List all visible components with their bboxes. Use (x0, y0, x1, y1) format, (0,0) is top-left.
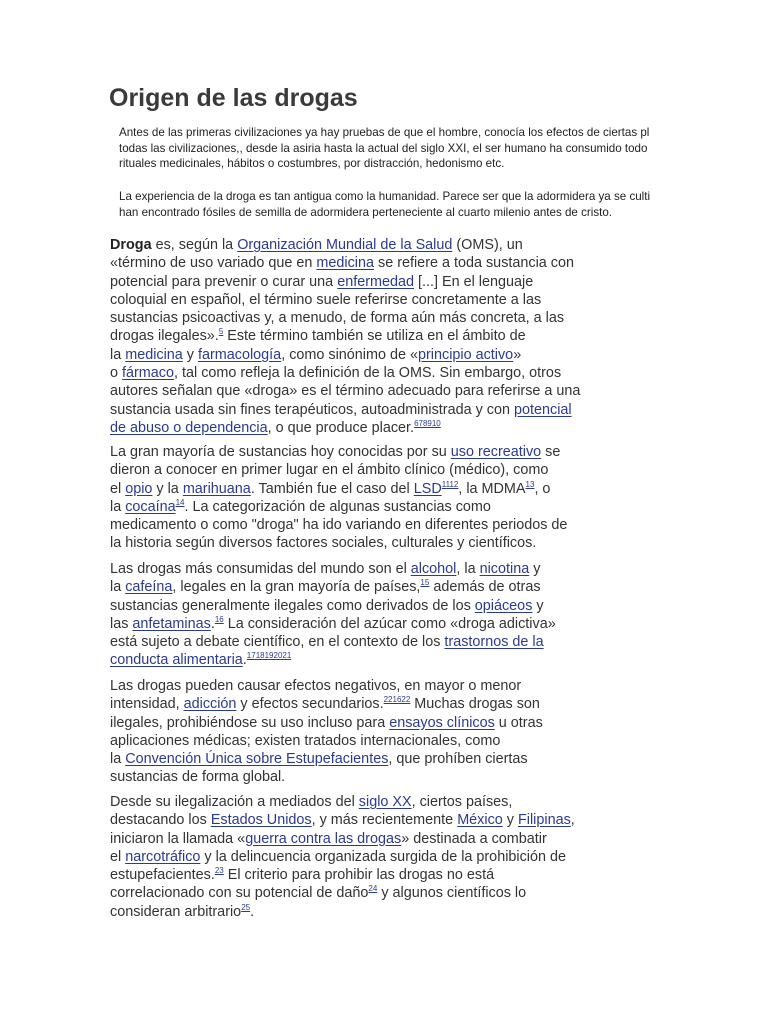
wiki-link-adiccion[interactable]: adicción (183, 696, 237, 713)
text-run: destacando los (110, 812, 211, 829)
reference-superscript (247, 651, 292, 660)
text-line (110, 732, 765, 750)
wiki-link-uso-recreativo[interactable]: uso recreativo (450, 444, 542, 460)
wiki-link-siglo-xx[interactable]: siglo XX (358, 794, 412, 810)
intro-line: todas las civilizaciones,, desde la asiria hasta la actual del siglo XXI, el ser humano ha consumido todo (119, 141, 648, 155)
text-run: , ciertos países, (411, 794, 513, 810)
wiki-link-medicina[interactable]: medicina (316, 255, 374, 272)
wiki-link-convencion-unica-sobre-estupefacientes[interactable]: Convención Única sobre Estupefacientes (125, 751, 389, 768)
text-run: la (110, 579, 126, 596)
text-run: , (570, 812, 575, 829)
wiki-link-guerra-contra-las-drogas[interactable]: guerra contra las drogas (245, 830, 402, 847)
text-line (110, 419, 765, 437)
reference-link[interactable]: 24 (368, 884, 378, 894)
text-line (110, 534, 765, 552)
text-line (110, 615, 765, 633)
text-run: . (210, 615, 215, 632)
text-run: estupefacientes. (110, 867, 215, 884)
text-line (110, 560, 765, 578)
text-run: la (110, 498, 126, 515)
intro-line: Antes de las primeras civilizaciones ya hay pruebas de que el hombre, conocía los efectos de ciertas pl (119, 126, 650, 139)
text-line (110, 498, 765, 516)
text-run: , o (534, 480, 551, 497)
text-run: es, según la (151, 237, 238, 253)
text-run: coloquial en español, el término suele referirse concretamente a las (110, 291, 542, 308)
wiki-link-mexico[interactable]: México (457, 812, 503, 829)
text-line (110, 273, 765, 291)
reference-link[interactable]: 13 (525, 479, 535, 489)
text-line (110, 309, 765, 327)
text-run: La gran mayoría de sustancias hoy conocidas por su (110, 444, 451, 460)
text-line (110, 768, 765, 786)
text-line (110, 651, 765, 669)
wiki-link-filipinas[interactable]: Filipinas (517, 812, 571, 829)
text-run: sustancias de forma global. (110, 769, 286, 786)
text-run: , la MDMA (458, 480, 526, 497)
text-run: , que prohíben ciertas (388, 751, 528, 768)
text-run: y (532, 597, 544, 614)
text-run: » (513, 346, 522, 363)
text-line (110, 516, 765, 534)
reference-link[interactable]: 25 (241, 902, 251, 912)
wiki-link-cocaina[interactable]: cocaína (125, 498, 176, 515)
wiki-link-farmaco[interactable]: fármaco (122, 365, 174, 382)
intro-line: han encontrado fósiles de semilla de adormidera perteneciente al cuarto milenio antes de cristo. (119, 205, 613, 219)
reference-link[interactable]: 221622 (383, 695, 411, 705)
text-line (110, 848, 765, 866)
text-run: , legales en la gran mayoría de países, (172, 579, 421, 596)
reference-superscript (442, 480, 459, 489)
reference-link[interactable]: 16 (214, 614, 224, 624)
text-run: . (250, 903, 255, 920)
text-run: drogas ilegales». (110, 328, 219, 345)
reference-link[interactable]: 15 (420, 578, 430, 588)
wiki-link-estados-unidos[interactable]: Estados Unidos (210, 812, 312, 829)
reference-link[interactable]: 1718192021 (246, 651, 292, 661)
reference-superscript (368, 884, 377, 893)
reference-link[interactable]: 678910 (414, 418, 441, 428)
wiki-link-enfermedad[interactable]: enfermedad (337, 273, 414, 290)
text-run: u otras (494, 714, 543, 731)
wiki-link-potencial[interactable]: potencial (513, 401, 572, 418)
text-line (110, 811, 765, 829)
text-line (110, 793, 765, 811)
text-line (110, 291, 765, 309)
wiki-link-medicina[interactable]: medicina (125, 346, 183, 363)
text-line (110, 633, 765, 651)
text-run: Las drogas pueden causar efectos negativos, en mayor o menor (110, 678, 522, 694)
reference-link[interactable]: 14 (175, 497, 185, 507)
wiki-link-organizacion-mundial-de-la-salud[interactable]: Organización Mundial de la Salud (237, 237, 453, 253)
wiki-link-conducta-alimentaria[interactable]: conducta alimentaria (110, 652, 243, 669)
text-run: se (541, 444, 561, 460)
wiki-link-anfetaminas[interactable]: anfetaminas (132, 615, 211, 632)
reference-superscript (241, 903, 250, 912)
text-run: está sujeto a debate científico, en el contexto de los (110, 634, 445, 651)
text-line (110, 443, 765, 461)
text-line (110, 461, 765, 479)
text-run: y (182, 346, 198, 363)
text-line (110, 382, 765, 400)
text-line (110, 578, 765, 596)
text-run: intensidad, (110, 696, 184, 713)
wiki-link-de-abuso-o-dependencia[interactable]: de abuso o dependencia (110, 419, 268, 436)
intro-paragraph-2 (119, 189, 768, 220)
text-line (110, 695, 765, 713)
reference-superscript (215, 866, 224, 875)
reference-superscript (215, 615, 224, 624)
wiki-link-opio[interactable]: opio (125, 480, 153, 497)
reference-superscript (384, 695, 411, 704)
term-bold: Droga (110, 237, 152, 253)
text-run: Las drogas más consumidas del mundo son el (110, 561, 411, 577)
text-run: ilegales, prohibiéndose su uso incluso para (110, 714, 390, 731)
text-line (110, 364, 765, 382)
text-line (110, 714, 765, 732)
text-run: sustancias psicoactivas y, a menudo, de forma aún más concreta, a las (110, 310, 565, 327)
text-run: autores señalan que «droga» es el término adecuado para referirse a una (110, 383, 581, 400)
text-line (110, 480, 765, 498)
text-run: . (242, 652, 247, 669)
text-line (110, 884, 765, 902)
text-run: dieron a conocer en primer lugar en el ámbito clínico (médico), como (110, 462, 549, 479)
text-run: la (110, 751, 126, 768)
text-run: Este término también se utiliza en el ámbito de (223, 328, 526, 345)
text-run: la (110, 346, 126, 363)
text-run: y algunos científicos lo (377, 885, 527, 902)
text-run: medicamento o como "droga" ha ido variando en diferentes periodos de (110, 517, 568, 534)
text-run: , y más recientemente (311, 812, 458, 829)
text-run: se refiere a toda sustancia con (374, 255, 574, 272)
wiki-link-ensayos-clinicos[interactable]: ensayos clínicos (389, 714, 495, 731)
wiki-link-cafeina[interactable]: cafeína (125, 579, 173, 596)
wiki-link-lsd[interactable]: LSD (413, 480, 442, 497)
wiki-link-narcotrafico[interactable]: narcotráfico (125, 848, 201, 865)
body-paragraph-1 (110, 236, 765, 437)
wiki-link-principio-activo[interactable]: principio activo (418, 346, 514, 363)
text-run: y (502, 812, 518, 829)
text-run: , tal como refleja la definición de la OMS. Sin embargo, otros (174, 365, 562, 382)
text-line (110, 597, 765, 615)
body-paragraph-2 (110, 443, 765, 553)
reference-superscript (176, 498, 185, 507)
reference-link[interactable]: 5 (218, 327, 224, 337)
text-run: el (110, 480, 126, 497)
text-run: , como sinónimo de « (281, 346, 418, 363)
text-run: sustancias generalmente ilegales como derivados de los (110, 597, 475, 614)
body-paragraph-3 (110, 560, 765, 670)
text-run: «término de uso variado que en (110, 255, 317, 272)
text-run: , la (456, 561, 480, 577)
text-line (110, 236, 765, 254)
text-run: las (110, 615, 133, 632)
text-run: potencial para prevenir o curar una (110, 273, 338, 290)
text-run: » destinada a combatir (401, 830, 547, 847)
text-run: [...] En el lenguaje (414, 273, 534, 290)
text-run: aplicaciones médicas; existen tratados internacionales, como (110, 732, 501, 749)
text-line (110, 866, 765, 884)
text-run: o (110, 365, 123, 382)
intro-line: rituales medicinales, hábitos o costumbres, por distracción, hedonismo etc. (119, 157, 505, 170)
reference-link[interactable]: 23 (214, 866, 224, 876)
body-paragraph-4 (110, 677, 765, 787)
wiki-link-nicotina[interactable]: nicotina (479, 561, 530, 577)
body-paragraph-5 (110, 793, 765, 921)
page-title: Origen de las drogas (109, 84, 358, 112)
text-run: la historia según diversos factores sociales, culturales y científicos. (110, 535, 537, 552)
text-run: Desde su ilegalización a mediados del (110, 794, 359, 810)
text-run: además de otras (429, 579, 541, 596)
text-run: (OMS), un (452, 237, 523, 253)
text-run: y la (152, 480, 183, 497)
text-line (110, 346, 765, 364)
text-line (110, 750, 765, 768)
reference-superscript (420, 578, 429, 587)
text-run: correlacionado con su potencial de daño (110, 885, 369, 902)
text-run: sustancia usada sin fines terapéuticos, autoadministrada y con (110, 401, 514, 418)
text-run: y efectos secundarios. (236, 696, 384, 713)
text-line (110, 830, 765, 848)
text-run: . También fue el caso del (250, 480, 414, 497)
text-line (110, 677, 765, 695)
text-run: el (110, 848, 126, 865)
text-run: y (529, 561, 541, 577)
text-run: . La categorización de algunas sustancias como (184, 498, 491, 515)
text-run: Muchas drogas son (410, 696, 540, 713)
text-run: iniciaron la llamada « (110, 830, 246, 847)
text-run: consideran arbitrario (110, 903, 242, 920)
reference-link[interactable]: 1112 (441, 479, 459, 489)
text-run: El criterio para prohibir las drogas no está (223, 867, 495, 884)
wiki-link-farmacologia[interactable]: farmacología (198, 346, 282, 363)
text-line (110, 327, 765, 345)
wiki-link-alcohol[interactable]: alcohol (410, 561, 457, 577)
text-run: y la delincuencia organizada surgida de la prohibición de (200, 848, 566, 865)
text-line (110, 401, 765, 419)
wiki-link-trastornos-de-la[interactable]: trastornos de la (444, 634, 544, 651)
reference-superscript (414, 419, 441, 428)
intro-line: La experiencia de la droga es tan antigua como la humanidad. Parece ser que la adormidera ya se culti (119, 190, 651, 203)
wiki-link-marihuana[interactable]: marihuana (182, 480, 251, 497)
text-line (110, 254, 765, 272)
intro-paragraph-1 (119, 125, 768, 172)
text-line (110, 903, 765, 921)
text-run: La consideración del azúcar como «droga adictiva» (223, 615, 556, 632)
wiki-link-opiaceos[interactable]: opiáceos (474, 597, 533, 614)
text-run: , o que produce placer. (267, 419, 415, 436)
